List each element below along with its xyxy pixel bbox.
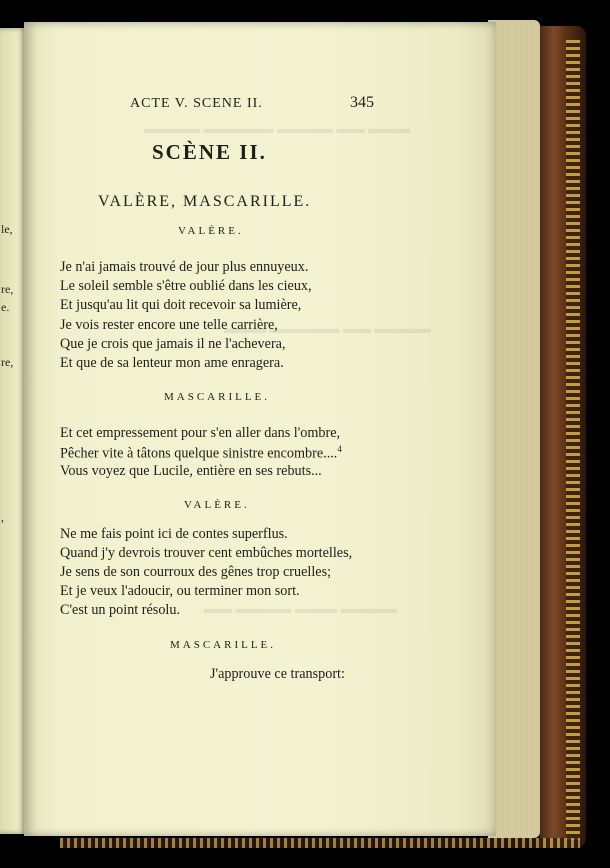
verse-line: Et jusqu'au lit qui doit recevoir sa lumière, xyxy=(60,297,302,313)
speaker-name: VALÈRE. xyxy=(184,499,250,511)
gilt-border-pattern xyxy=(566,40,580,840)
running-head: ACTE V. SCENE II. xyxy=(130,96,263,111)
verse-line: C'est un point résolu. xyxy=(60,602,180,618)
speaker-name: MASCARILLE. xyxy=(170,639,277,651)
verse-line: Quand j'y devrois trouver cent embûches mortelles, xyxy=(60,545,353,561)
verse-line: Le soleil semble s'être oublié dans les cieux, xyxy=(60,278,312,294)
verse-line: J'approuve ce transport: xyxy=(210,666,345,682)
verse-line: Et que de sa lenteur mon ame enragera. xyxy=(60,355,284,371)
left-page-fragment: e. xyxy=(1,300,10,314)
bleed-through-text: ▬▬▬▬ ▬▬ ▬▬▬▬▬ ▬▬▬ xyxy=(224,322,431,337)
verse-line: Je n'ai jamais trouvé de jour plus ennuyeux. xyxy=(60,259,309,275)
left-page-fragment: , xyxy=(1,510,4,524)
left-page-edge xyxy=(0,28,26,834)
left-page-fragment: re, xyxy=(1,282,14,296)
verse-text: Pêcher vite à tâtons quelque sinistre encombre.... xyxy=(60,445,338,462)
bleed-through-text: ▬▬▬ ▬▬ ▬▬▬▬ ▬▬▬▬▬ ▬▬▬▬ xyxy=(144,122,410,137)
page-number: 345 xyxy=(350,94,374,111)
character-list: VALÈRE, MASCARILLE. xyxy=(98,193,312,210)
verse-line xyxy=(60,445,342,461)
left-page-fragment: le, xyxy=(1,222,13,236)
verse-line: Et cet empressement pour s'en aller dans l'ombre, xyxy=(60,425,341,441)
speaker-name: VALÈRE. xyxy=(178,225,244,237)
footnote-marker: 4 xyxy=(337,444,342,454)
scene-title: SCÈNE II. xyxy=(152,140,267,164)
left-page-fragment: re, xyxy=(1,355,14,369)
bleed-through-text: ▬▬▬▬ ▬▬▬ ▬▬▬▬ ▬▬ xyxy=(204,602,397,617)
book-page xyxy=(24,22,496,836)
verse-line: Je vois rester encore une telle carrière, xyxy=(60,317,278,333)
speaker-name: MASCARILLE. xyxy=(164,391,271,403)
verse-line: Vous voyez que Lucile, entière en ses rebuts... xyxy=(60,463,322,479)
verse-line: Que je crois que jamais il ne l'achevera, xyxy=(60,336,286,352)
verse-line: Ne me fais point ici de contes superflus. xyxy=(60,526,288,542)
gilt-bottom-pattern xyxy=(60,838,580,848)
verse-line: Et je veux l'adoucir, ou terminer mon sort. xyxy=(60,583,300,599)
verse-line: Je sens de son courroux des gênes trop cruelles; xyxy=(60,564,332,580)
